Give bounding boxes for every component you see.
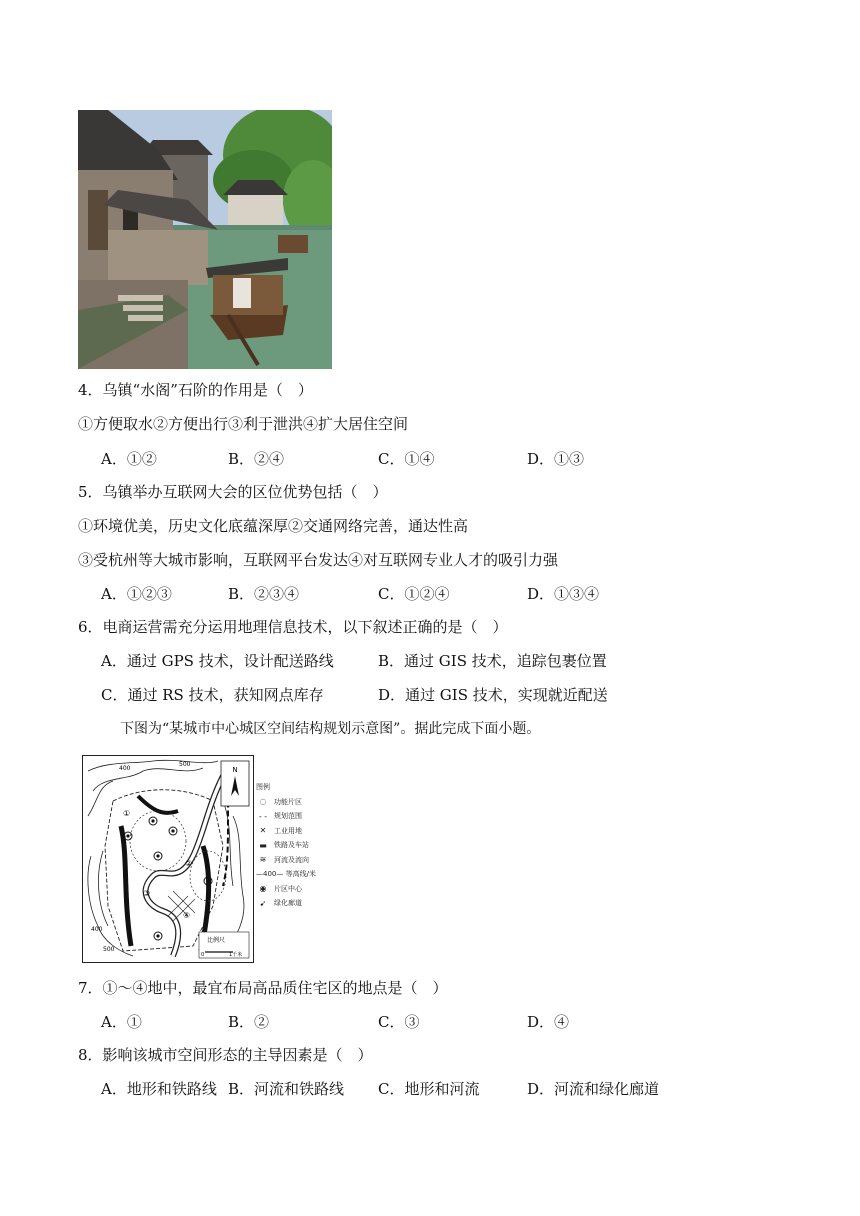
map-legend: [256, 780, 336, 911]
functional-zone-icon: ◌: [259, 797, 267, 807]
q6-option-c[interactable]: C．通过 RS 技术，获知网点库存: [101, 686, 324, 704]
map-intro: 下图为“某城市中心城区空间结构规划示意图”。据此完成下面小题。: [120, 721, 541, 737]
q4-stem: 4．乌镇“水阁”石阶的作用是（ ）: [78, 381, 313, 399]
q5-statements-2: ③受杭州等大城市影响，互联网平台发达④对互联网专业人才的吸引力强: [78, 551, 559, 569]
q8-option-c[interactable]: C．地形和河流: [378, 1080, 480, 1098]
q5-option-a[interactable]: A．①②③: [101, 585, 172, 603]
water-town-photo: [78, 110, 332, 369]
legend-item: ◌ 功能片区: [256, 795, 336, 810]
point-3: ③: [143, 889, 151, 898]
q6-option-d[interactable]: D．通过 GIS 技术，实现就近配送: [378, 686, 608, 704]
q5-stem: 5．乌镇举办互联网大会的区位优势包括（ ）: [78, 483, 388, 501]
q5-option-d[interactable]: D．①③④: [527, 585, 600, 603]
legend-title: 图例: [256, 783, 270, 792]
legend-item: ◉ 片区中心: [256, 882, 336, 897]
contour-line-label: —400— 等高线/米: [256, 870, 316, 879]
contour-label-3: 400: [91, 926, 103, 933]
q7-option-d[interactable]: D．④: [527, 1013, 570, 1031]
map-north-label: N: [232, 766, 238, 774]
q6-option-a[interactable]: A．通过 GPS 技术，设计配送路线: [101, 652, 334, 670]
q4-statements: ①方便取水②方便出行③利于泄洪④扩大居住空间: [78, 415, 409, 433]
q8-stem: 8．影响该城市空间形态的主导因素是（ ）: [78, 1046, 373, 1064]
city-structure-map: [82, 755, 254, 963]
zone-center-icon: ◉: [259, 884, 267, 894]
q5-statements-1: ①环境优美，历史文化底蕴深厚②交通网络完善，通达性高: [78, 517, 469, 535]
q7-option-a[interactable]: A．①: [101, 1013, 142, 1031]
legend-item: ▬ 铁路及车站: [256, 838, 336, 853]
scale-title: 比例尺: [207, 937, 226, 944]
q8-option-d[interactable]: D．河流和绿化廊道: [527, 1080, 660, 1098]
q8-option-a[interactable]: A．地形和铁路线: [101, 1080, 217, 1098]
q6-option-b[interactable]: B．通过 GIS 技术，追踪包裹位置: [378, 652, 607, 670]
q4-option-a[interactable]: A．①②: [101, 450, 157, 468]
q7-option-c[interactable]: C．③: [378, 1013, 420, 1031]
railway-station-icon: ▬: [259, 840, 267, 850]
legend-item: [256, 867, 336, 882]
legend-item: ➹ 绿化廊道: [256, 896, 336, 911]
point-2: ②: [185, 859, 193, 868]
industrial-land-icon: ✕: [259, 826, 267, 836]
scale-zero: 0: [201, 952, 205, 958]
river-flow-icon: ≋: [259, 855, 267, 865]
q5-option-b[interactable]: B．②③④: [228, 585, 300, 603]
q5-option-c[interactable]: C．①②④: [378, 585, 450, 603]
legend-item: ≋ 河流及流向: [256, 853, 336, 868]
q6-stem: 6．电商运营需充分运用地理信息技术，以下叙述正确的是（ ）: [78, 618, 508, 636]
q7-option-b[interactable]: B．②: [228, 1013, 270, 1031]
legend-item: - - 规划范围: [256, 809, 336, 824]
contour-label-2: 400: [119, 765, 131, 772]
planning-boundary-icon: - -: [258, 811, 268, 821]
contour-label-4: 500: [103, 946, 115, 953]
contour-label-1: 500: [179, 761, 191, 768]
green-corridor-icon: ➹: [259, 898, 267, 908]
q8-option-b[interactable]: B．河流和铁路线: [228, 1080, 345, 1098]
q4-option-b[interactable]: B．②④: [228, 450, 285, 468]
q4-option-c[interactable]: C．①④: [378, 450, 435, 468]
q4-option-d[interactable]: D．①③: [527, 450, 585, 468]
q7-stem: 7．①～④地中，最宜布局高品质住宅区的地点是（ ）: [78, 979, 448, 997]
scale-unit: 1千米: [229, 952, 243, 958]
legend-item: ✕ 工业用地: [256, 824, 336, 839]
point-1: ①: [123, 809, 131, 818]
point-4: ④: [183, 911, 191, 920]
